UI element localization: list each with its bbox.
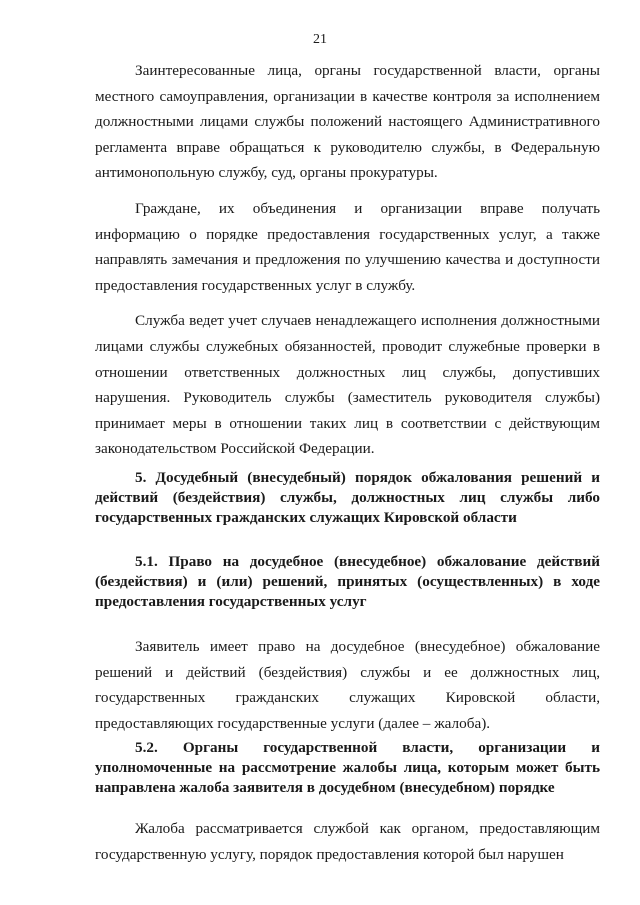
section-5-1-text: Заявитель имеет право на досудебное (внесудебное) обжалование решений и действий (бездействия) службы и ее должностных лиц, государственных гражданских служащих Кировской области, предоставляющих государственные услуги (далее – жалоба). (95, 637, 600, 732)
paragraph-interested-parties: Заинтересованные лица, органы государственной власти, органы местного самоуправления, организации в качестве контроля за исполнением должностными лицами службы положений настоящего Административного регламента вправе обращаться к руководителю службы, в Федеральную антимонопольную службу, суд, органы прокуратуры. (95, 62, 600, 182)
paragraph-citizens: Граждане, их объединения и организации вправе получать информацию о порядке предоставления государственных услуг, а также направлять замечания и предложения по улучшению качества и доступности предоставления государственных услуг в службу. (95, 199, 600, 294)
document-body (95, 58, 600, 867)
section-5-1-heading: 5.1. Право на досудебное (внесудебное) обжалование действий (бездействия) и (или) решений, принятых (осуществленных) в ходе предоставления государственных услуг (95, 552, 600, 610)
page-number: 21 (313, 32, 327, 47)
paragraph-service-records: Служба ведет учет случаев ненадлежащего исполнения должностными лицами службы служебных обязанностей, проводит служебные проверки в отношении ответственных должностных лиц службы, допустивших нарушения. Руководитель службы (заместитель руководителя службы) принимает меры в отношении таких лиц в соответствии с действующим законодательством Российской Федерации. (95, 312, 600, 458)
section-5-2-heading: 5.2. Органы государственной власти, организации и уполномоченные на рассмотрение жалобы лица, которым может быть направлена жалоба заявителя в досудебном (внесудебном) порядке (95, 739, 600, 797)
section-5-2-text: Жалоба рассматривается службой как органом, предоставляющим государственную услугу, порядок предоставления которой был нарушен (95, 820, 600, 863)
section-5-heading: 5. Досудебный (внесудебный) порядок обжалования решений и действий (бездействия) службы, должностных лиц службы либо государственных гражданских служащих Кировской области (95, 468, 600, 526)
